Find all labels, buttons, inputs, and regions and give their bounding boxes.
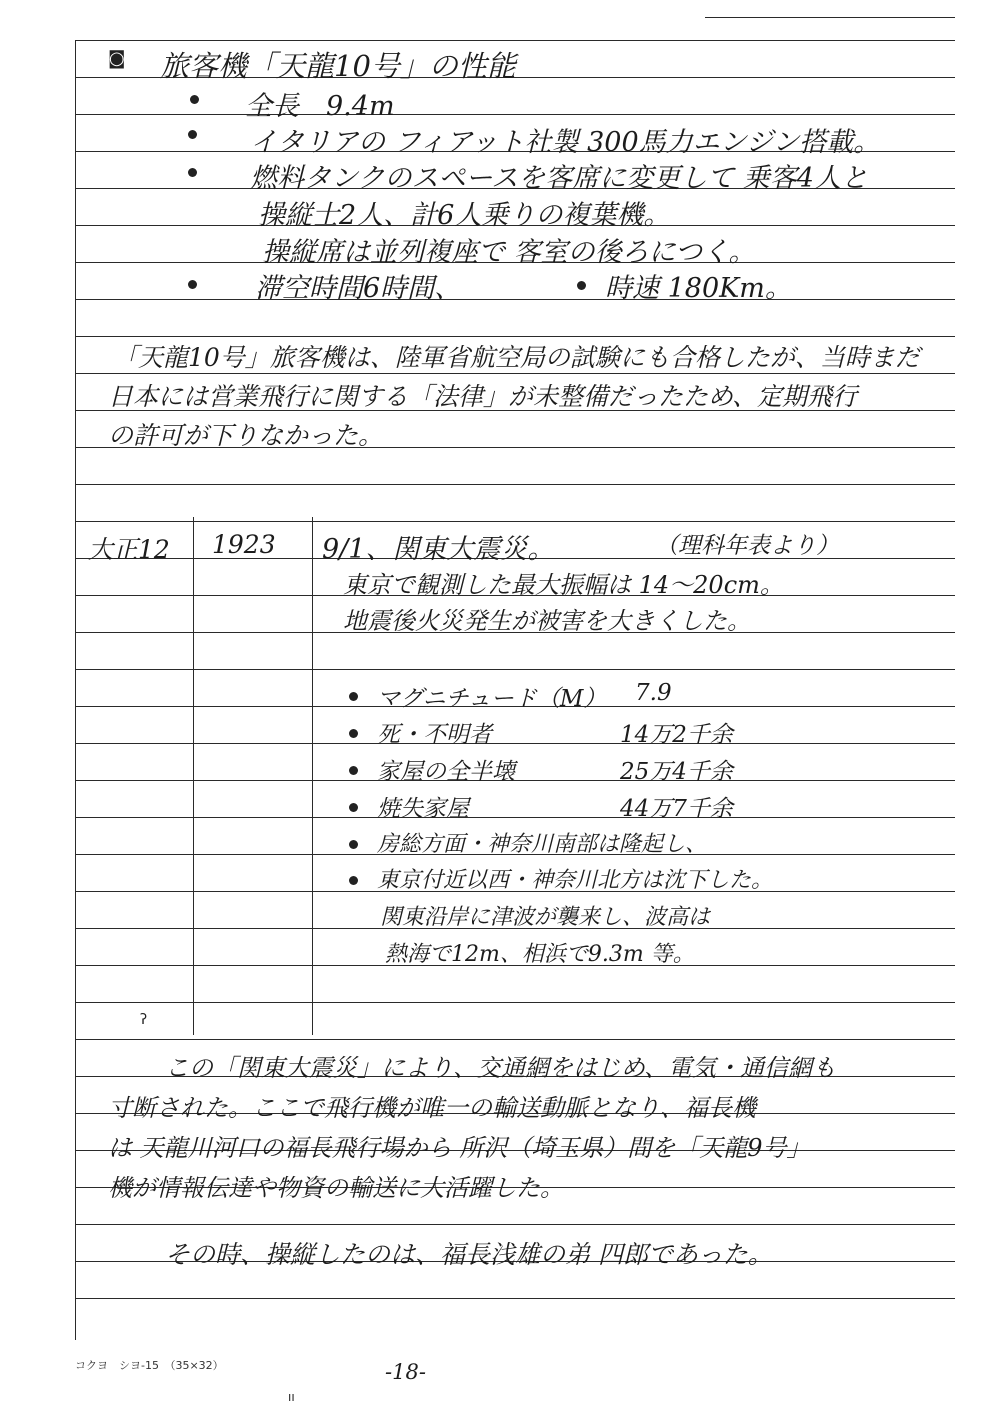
ruled-line xyxy=(75,40,955,41)
stray-mark: ıı xyxy=(288,1390,295,1404)
ruled-line xyxy=(75,1224,955,1225)
paragraph1-line: の許可が下りなかった。 xyxy=(108,421,384,450)
note-bullet xyxy=(349,840,358,849)
spec-engine: イタリアの フィアット社製 300馬力エンジン搭載。 xyxy=(250,127,881,158)
stat-value: 44万7千余 xyxy=(620,796,733,822)
stat-value: 25万4千余 xyxy=(620,759,733,785)
left-margin-line xyxy=(75,40,76,1340)
spec-bullet xyxy=(188,168,197,177)
section-title: 旅客機「天龍10号」の性能 xyxy=(160,49,516,83)
spec-bullet xyxy=(188,280,197,289)
section-marker-icon: ◙ xyxy=(108,48,126,69)
ruled-line xyxy=(75,669,955,670)
column-divider-era xyxy=(193,517,194,1035)
ruled-line xyxy=(75,114,955,115)
timeline-event: 9/1、関東大震災。 xyxy=(322,534,555,565)
timeline-year: 1923 xyxy=(212,530,276,559)
paragraph2-line: 寸断された。ここで飛行機が唯一の輸送動脈となり、福長機 xyxy=(108,1094,756,1122)
ruled-line xyxy=(75,484,955,485)
stat-bullet xyxy=(349,729,358,738)
spec-bullet xyxy=(190,95,199,104)
stat-value: 7.9 xyxy=(635,680,672,706)
top-edge-line xyxy=(705,17,955,18)
timeline-source: （理科年表より） xyxy=(655,533,839,559)
stat-value: 14万2千余 xyxy=(620,722,733,748)
timeline-line: 東京で観測した最大振幅は 14〜20cm。 xyxy=(343,571,784,599)
spec-seats-2: 操縦士2人、計6人乗りの複葉機。 xyxy=(258,200,671,231)
spec-bullet xyxy=(188,130,197,139)
ruled-line xyxy=(75,1298,955,1299)
timeline-era: 大正12 xyxy=(88,535,170,564)
stat-bullet xyxy=(349,692,358,701)
note-line: 関東沿岸に津波が襲来し、波高は xyxy=(380,905,711,930)
note-line: 熱海で12m、相浜で9.3m 等。 xyxy=(385,942,695,967)
stat-label: マグニチュード（M） xyxy=(377,686,607,712)
paragraph2-line: 機が情報伝達や物資の輸送に大活躍した。 xyxy=(108,1174,564,1202)
spec-length: 全長 9.4m xyxy=(245,91,395,122)
timeline-line: 地震後火災発生が被害を大きくした。 xyxy=(343,607,751,635)
note-bullet xyxy=(349,876,358,885)
ruled-line xyxy=(75,743,955,744)
notebook-brand: コクヨ シヨ-15 （35×32） xyxy=(75,1359,224,1372)
ruled-line xyxy=(75,336,955,337)
paragraph1-line: 「天龍10号」旅客機は、陸軍省航空局の試験にも合格したが、当時まだ xyxy=(113,343,920,372)
note-line: 房総方面・神奈川南部は隆起し、 xyxy=(377,832,708,857)
stat-label: 焼失家屋 xyxy=(377,796,469,822)
ruled-line xyxy=(75,1039,955,1040)
page-number: -18- xyxy=(385,1360,426,1384)
spec-speed: 時速 180Km。 xyxy=(605,273,792,304)
spec-bullet xyxy=(577,281,586,290)
ruled-line xyxy=(75,521,955,522)
column-divider-year xyxy=(312,517,313,1035)
stat-label: 家屋の全半壊 xyxy=(377,759,515,785)
stat-bullet xyxy=(349,803,358,812)
paragraph1-line: 日本には営業飛行に関する「法律」が未整備だったため、定期飛行 xyxy=(108,382,858,411)
ruled-line xyxy=(75,817,955,818)
ruled-line xyxy=(75,1002,955,1003)
note-line: 東京付近以西・神奈川北方は沈下した。 xyxy=(377,868,774,893)
paragraph2-line: は 天龍川河口の福長飛行場から 所沢（埼玉県）間を「天龍9号」 xyxy=(108,1134,811,1162)
stat-bullet xyxy=(349,766,358,775)
stray-mark: ʔ xyxy=(140,1012,148,1028)
ruled-line xyxy=(75,780,955,781)
stat-label: 死・不明者 xyxy=(377,722,492,748)
spec-cockpit: 操縦席は並列複座で 客室の後ろにつく。 xyxy=(262,237,756,268)
spec-seats-1: 燃料タンクのスペースを客席に変更して 乗客4人と xyxy=(250,163,868,194)
spec-endurance: 滞空時間6時間、 xyxy=(255,273,462,304)
ruled-line xyxy=(75,299,955,300)
paragraph3: その時、操縦したのは、福長浅雄の弟 四郎であった。 xyxy=(165,1240,773,1269)
paragraph2-line: この「関東大震災」により、交通網をはじめ、電気・通信網も xyxy=(165,1054,837,1082)
